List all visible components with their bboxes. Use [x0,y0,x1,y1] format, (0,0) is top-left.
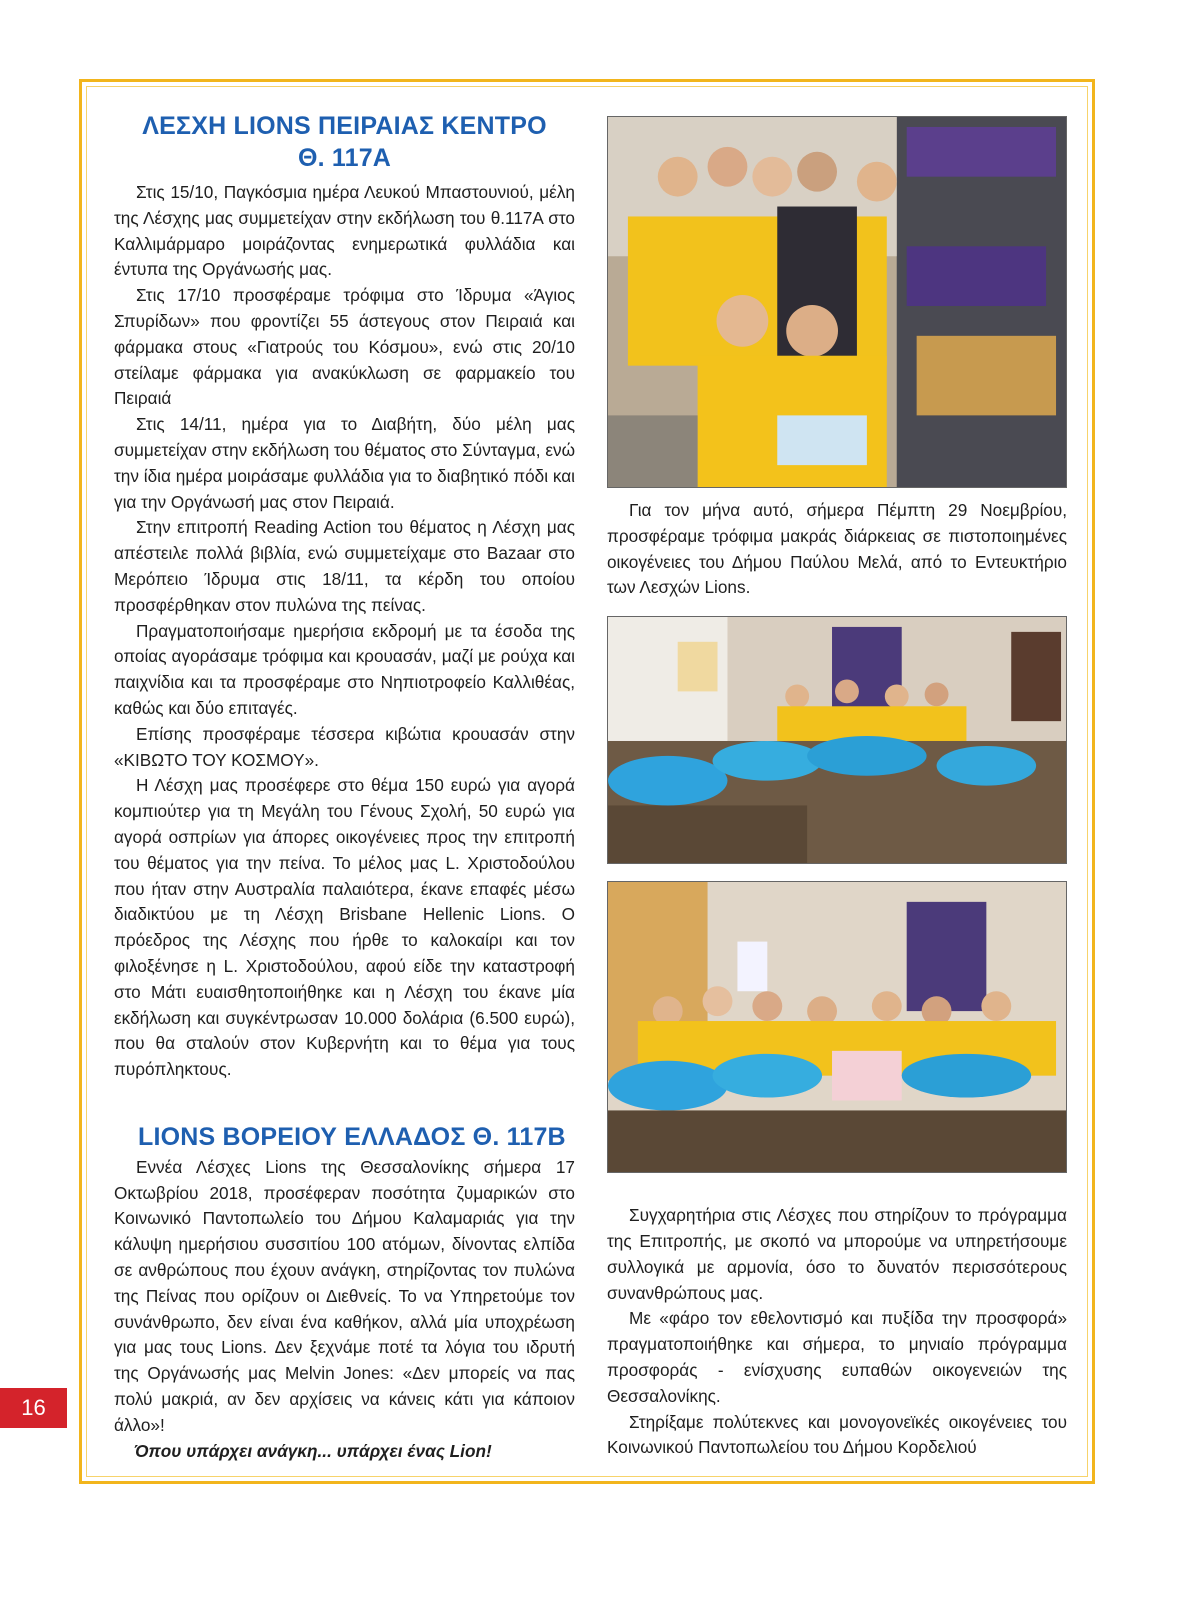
paragraph: Στηρίξαμε πολύτεκνες και μονογονεϊκές οικογένειες του Κοινωνικού Παντοπωλείου του Δήμου Κορδελιού [607,1411,1067,1458]
paragraph: Στις 15/10, Παγκόσμια ημέρα Λευκού Μπαστουνιού, μέλη της Λέσχης μας συμμετείχαν στην εκδήλωση του θ.117Α στο Καλλιμάρμαρο μοιράζοντας ενημερωτικά φυλλάδια και έντυπα της Οργάνωσής μας. [114,182,575,280]
photo-volunteers-storeroom [607,116,1067,488]
photo-group-with-bags [607,881,1067,1173]
paragraph: Επίσης προσφέραμε τέσσερα κιβώτια κρουασάν στην «ΚΙΒΩΤΟ ΤΟΥ ΚΟΣΜΟΥ». [114,723,575,770]
right-column [607,116,1067,1461]
paragraph: Στις 17/10 προσφέραμε τρόφιμα στο Ίδρυμα «Άγιος Σπυρίδων» που φροντίζει 55 άστεγους στον Πειραιά και φάρμακα στους «Γιατρούς του Κόσμου», ενώ στις 20/10 στείλαμε φάρμακα για ανακύκλωση σε φαρμακείο του Πειραιά [114,285,575,409]
article-title-north-greece: LIONS ΒΟΡΕΙΟΥ ΕΛΛΑΔΟΣ Θ. 117Β [138,1122,566,1151]
paragraph: Πραγματοποιήσαμε ημερήσια εκδρομή με τα έσοδα της οποίας αγοράσαμε τρόφιμα και κρουασάν, μαζί με ρούχα και παιχνίδια και τα προσφέραμε στο Νηπιοτροφείο Καλλιθέας, καθώς και δύο επιταγές. [114,620,575,718]
closing-slogan: Όπου υπάρχει ανάγκη... υπάρχει ένας Lion! [134,1440,492,1461]
paragraph: Εννέα Λέσχες Lions της Θεσσαλονίκης σήμερα 17 Οκτωβρίου 2018, προσέφεραν ποσότητα ζυμαρικών στο Κοινωνικό Παντοπωλείο του Δήμου Καλαμαριάς για την κάλυψη ημερήσιου συσσιτίου 100 ατόμων, δίνοντας ελπίδα σε ανθρώπους που έχουν ανάγκη, στηρίζοντας τον πυλώνα της Πείνας που ορίζουν οι Διεθνείς. Το να Υπηρετούμε τον συνάνθρωπο, δεν είναι ένα καθήκον, αλλά μία υποχρέωση για μας τους Lions. Δεν ξεχνάμε ποτέ τα λόγια του ιδρυτή της Οργάνωσής μας Melvin Jones: «Δεν μπορείς να πας πολύ μακριά, αν δεν αρχίσεις να κάνεις κάτι για κάποιον άλλο»! [114,1156,575,1435]
article-title-piraeus: ΛΕΣΧΗ LIONS ΠΕΙΡΑΙΑΣ ΚΕΝΤΡΟ [142,112,547,140]
paragraph: Στην επιτροπή Reading Action του θέματος η Λέσχη μας απέστειλε πολλά βιβλία, ενώ συμμετείχαμε στο Bazaar στο Μερόπειο Ίδρυμα στις 18/11, τα κέρδη του οποίου προσφέρθηκαν στον πυλώνα της πείνας. [114,517,575,615]
paragraph: Στις 14/11, ημέρα για το Διαβήτη, δύο μέλη μας συμμετείχαν στην εκδήλωση του θέματος στο Σύνταγμα, ενώ την ίδια ημέρα μοιράσαμε φυλλάδια για το διαβητικό πόδι και για την Οργάνωσή μας στον Πειραιά. [114,414,575,512]
photo-caption: Για τον μήνα αυτό, σήμερα Πέμπτη 29 Νοεμβρίου, προσφέραμε τρόφιμα μακράς διάρκειας σε πιστοποιημένες οικογένειες του Δήμου Παύλου Μελά, από το Εντευκτήριο των Λεσχών Lions. [607,500,1067,598]
page-number: 16 [0,1388,67,1428]
paragraph: Συγχαρητήρια στις Λέσχες που στηρίζουν το πρόγραμμα της Επιτροπής, με σκοπό να μπορούμε να υπηρετήσουμε συλλογικά με αρμονία, όσο το δυνατόν περισσότερους συνανθρώπους μας. [607,1205,1067,1303]
article-subtitle-district: Θ. 117Α [297,144,392,172]
paragraph: Με «φάρο τον εθελοντισμό και πυξίδα την προσφορά» πραγματοποιήθηκε και σήμερα, το μηνιαίο πρόγραμμα προσφοράς - ενίσχυσης ευπαθών οικογενειών της Θεσσαλονίκης. [607,1308,1067,1406]
left-column [114,110,575,1464]
photo-food-bags-meeting-room [607,616,1067,864]
paragraph: Η Λέσχη μας προσέφερε στο θέμα 150 ευρώ για αγορά κομπιούτερ για τη Μεγάλη του Γένους Σχολή, 50 ευρώ για αγορά οσπρίων για άπορες οικογένειες προς την επιτροπή του θέματος για την πείνα. Το μέλος μας L. Χριστοδούλου που ήταν στην Αυστραλία παλαιότερα, έκανε επαφές μέσω διαδικτύου με τη Λέσχη Brisbane Hellenic Lions. Ο πρόεδρος της Λέσχης που ήρθε το καλοκαίρι και τον φιλοξένησε η L. Χριστοδούλου, αφού είδε την καταστροφή στο Μάτι ευαισθητοποιήθηκε και η Λέσχη του έκανε μία εκδήλωση και συγκέντρωσαν 10.000 δολάρια (6.500 ευρώ), που θα σταλούν στον Κυβερνήτη και το θέμα για τους πυρόπληκτους. [114,775,575,1080]
